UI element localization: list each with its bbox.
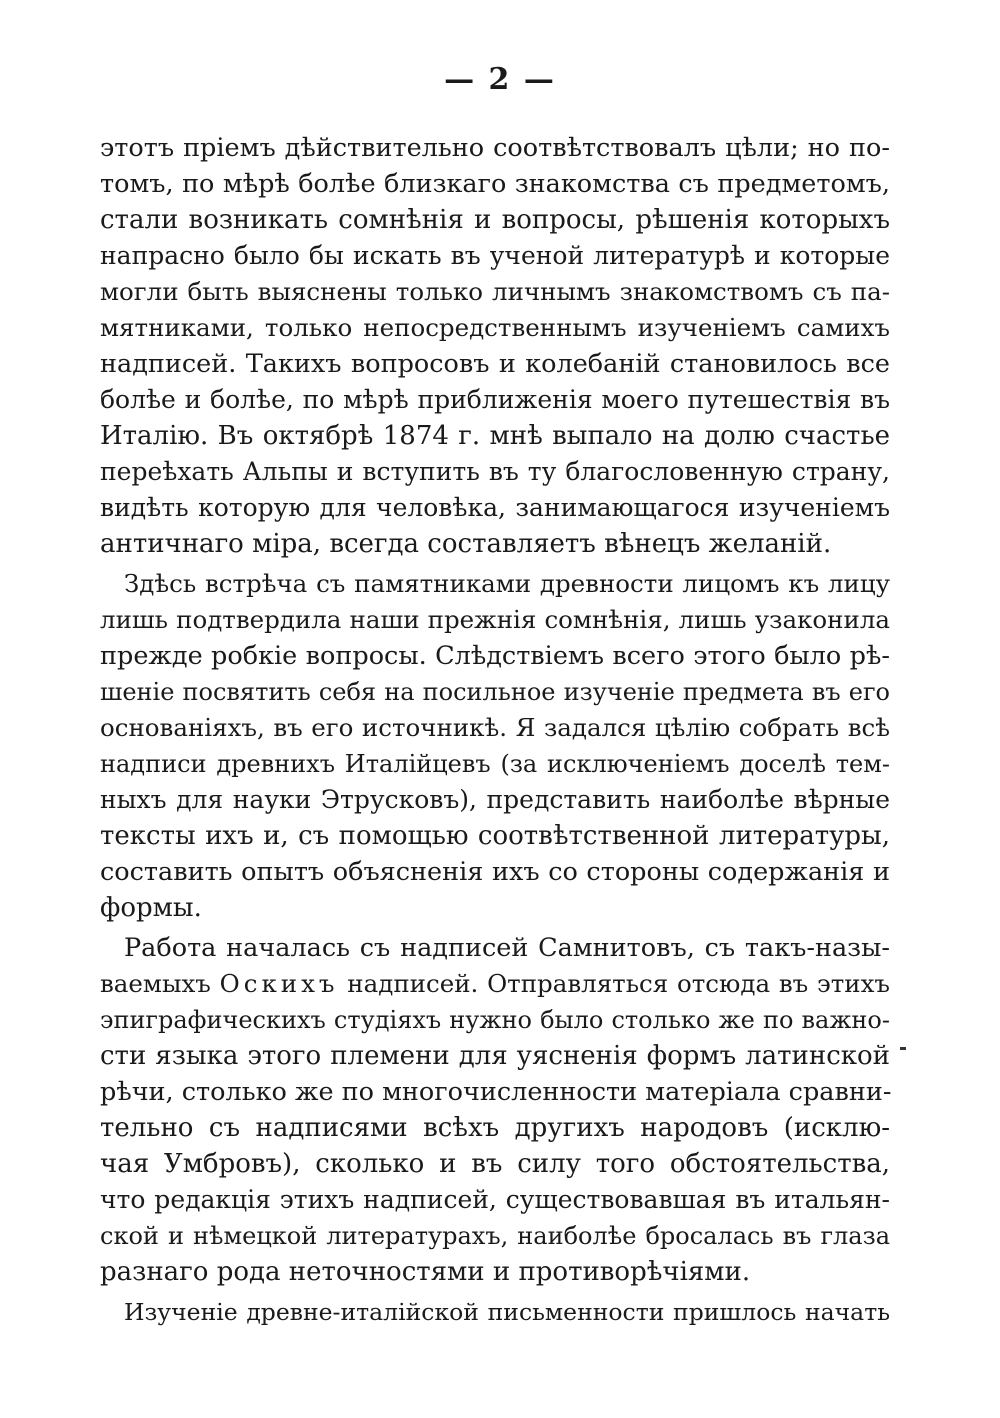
text-line: болѣе и болѣе, по мѣрѣ приближенія моего путешествія въ	[100, 385, 890, 414]
text-fragment: надписей. Отправляться отсюда въ этихъ	[347, 969, 890, 998]
ink-speck	[900, 1047, 906, 1050]
text-line	[100, 966, 890, 1002]
text-line: античнаго міра, всегда составляетъ вѣнецъ желаній.	[100, 529, 832, 559]
text-line: чая Умбровъ), сколько и въ силу того обстоятельства,	[100, 1149, 890, 1179]
text-line: томъ, по мѣрѣ болѣе близкаго знакомства съ предметомъ,	[100, 169, 890, 199]
text-line: видѣть которую для человѣка, занимающагося изученіемъ	[100, 493, 890, 522]
text-line: Работа началась съ надписей Самнитовъ, съ такъ-назы-	[124, 933, 890, 963]
text-line: ской и нѣмецкой литературахъ, наиболѣе бросалась въ глаза	[100, 1222, 890, 1250]
text-line: основаніяхъ, въ его источникѣ. Я задался цѣлію собрать всѣ	[100, 713, 890, 742]
text-line: прежде робкіе вопросы. Слѣдствіемъ всего этого было рѣ-	[100, 641, 890, 671]
text-line: переѣхать Альпы и вступить въ ту благословенную страну,	[100, 457, 890, 486]
text-line: Италію. Въ октябрѣ 1874 г. мнѣ выпало на долю счастье	[100, 421, 890, 451]
text-line: формы.	[100, 893, 202, 923]
text-line: сти языка этого племени для уясненія формъ латинской	[100, 1041, 890, 1071]
text-line: мятниками, только непосредственнымъ изученіемъ самихъ	[100, 313, 890, 342]
text-line: напрасно было бы искать въ ученой литературѣ и которые	[100, 241, 890, 270]
text-fragment: ваемыхъ	[100, 969, 211, 998]
text-line: Здѣсь встрѣча съ памятниками древности лицомъ къ лицу	[124, 569, 890, 598]
text-line: этотъ пріемъ дѣйствительно соотвѣтствовалъ цѣли; но по-	[100, 133, 890, 163]
text-line: составить опытъ объясненія ихъ со стороны содержанія и	[100, 857, 890, 887]
text-line: что редакція этихъ надписей, существовавшая въ итальян-	[100, 1185, 890, 1214]
emphasized-word: Оскихъ	[219, 969, 339, 998]
text-line: надписей. Такихъ вопросовъ и колебаній становилось все	[100, 349, 890, 379]
text-line: ныхъ для науки Этрусковъ), представить наиболѣе вѣрные	[100, 785, 890, 814]
text-line: надписи древнихъ Италійцевъ (за исключеніемъ доселѣ тем-	[100, 750, 890, 778]
text-line: разнаго рода неточностями и противорѣчіями.	[100, 1257, 751, 1287]
text-line: лишь подтвердила наши прежнія сомнѣнія, лишь узаконила	[100, 605, 890, 634]
text-line: тельно съ надписями всѣхъ другихъ народовъ (исклю-	[100, 1113, 890, 1143]
text-line: тексты ихъ и, съ помощью соотвѣтственной литературы,	[100, 821, 890, 851]
page-number: — 2 —	[444, 62, 556, 97]
text-line: Изученіе древне-италійской письменности пришлось начать	[124, 1298, 890, 1326]
text-line: шеніе посвятить себя на посильное изученіе предмета въ его	[100, 678, 890, 706]
text-line: стали возникать сомнѣнія и вопросы, рѣшенія которыхъ	[100, 205, 890, 235]
text-line: могли быть выяснены только личнымъ знакомствомъ съ па-	[100, 277, 890, 306]
text-line: эпиграфическихъ студіяхъ нужно было столько же по важно-	[100, 1006, 890, 1034]
text-line: рѣчи, столько же по многочисленности матеріала сравни-	[100, 1077, 892, 1107]
